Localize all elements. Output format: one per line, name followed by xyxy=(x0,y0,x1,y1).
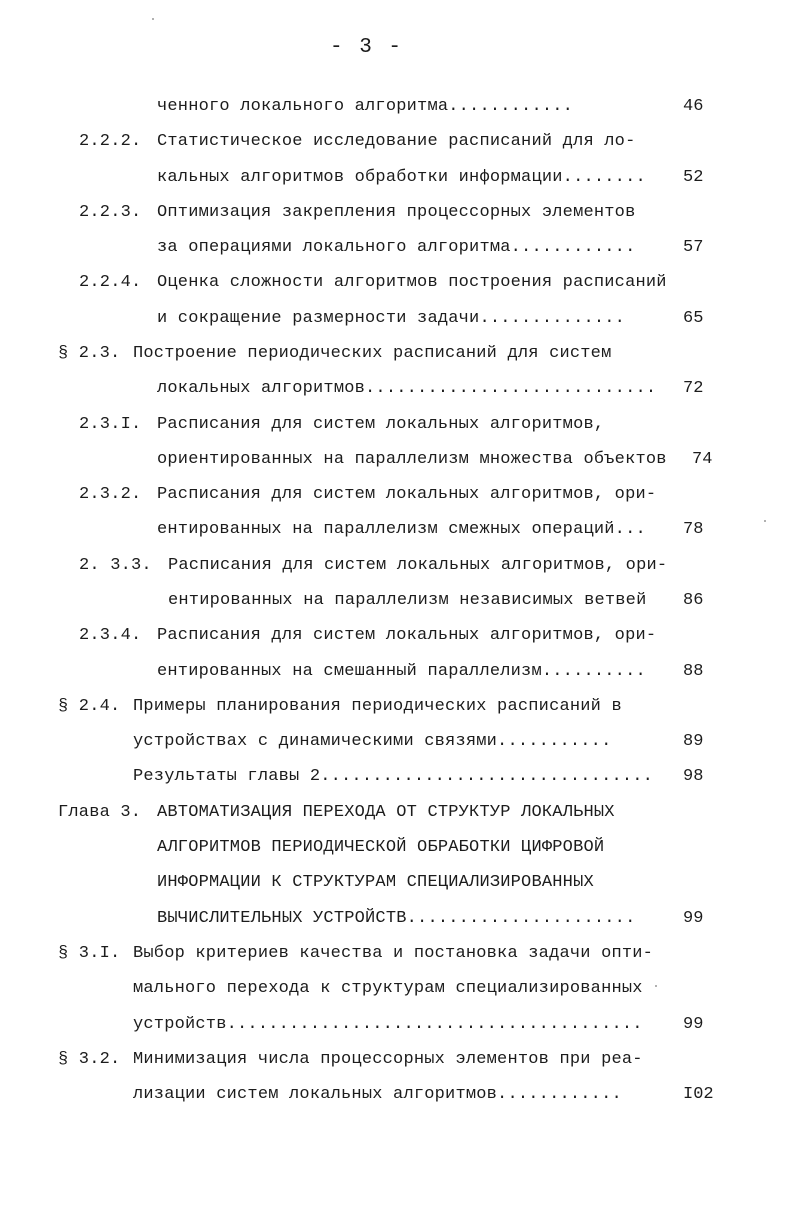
toc-line: мального перехода к структурам специализированных xyxy=(133,979,643,998)
toc-line: кальных алгоритмов обработки информации........ xyxy=(157,168,646,187)
toc-section-number: 2.2.3. xyxy=(79,203,142,222)
toc-line: АВТОМАТИЗАЦИЯ ПЕРЕХОДА ОТ СТРУКТУР ЛОКАЛЬНЫХ xyxy=(157,803,615,822)
toc-section-number: § 2.3. xyxy=(58,344,121,363)
toc-page-number: 98 xyxy=(683,767,704,786)
toc-page-number: 99 xyxy=(683,1015,704,1034)
toc-section-number: 2.3.4. xyxy=(79,626,142,645)
toc-line: и сокращение размерности задачи.............. xyxy=(157,309,626,328)
toc-section-number: 2.3.2. xyxy=(79,485,142,504)
toc-line: Статистическое исследование расписаний для ло- xyxy=(157,132,636,151)
toc-line: Выбор критериев качества и постановка задачи опти- xyxy=(133,944,654,963)
toc-line: Результаты главы 2................................ xyxy=(133,767,654,786)
scan-speck xyxy=(152,18,154,20)
toc-line: устройствах с динамическими связями........... xyxy=(133,732,612,751)
toc-line: лизации систем локальных алгоритмов............ xyxy=(133,1085,622,1104)
toc-line: ориентированных на параллелизм множества объектов xyxy=(157,450,667,469)
toc-line: ИНФОРМАЦИИ К СТРУКТУРАМ СПЕЦИАЛИЗИРОВАННЫХ xyxy=(157,873,594,892)
toc-line: Расписания для систем локальных алгоритмов, ори- xyxy=(157,626,657,645)
toc-line: Расписания для систем локальных алгоритмов, ори- xyxy=(157,485,657,504)
toc-line: Минимизация числа процессорных элементов при реа- xyxy=(133,1050,643,1069)
toc-page-number: 86 xyxy=(683,591,704,610)
scan-speck xyxy=(655,985,657,987)
toc-line: Примеры планирования периодических расписаний в xyxy=(133,697,622,716)
toc-chapter-label: Глава 3. xyxy=(58,803,142,822)
toc-page-number: 46 xyxy=(683,97,704,116)
toc-page-number: 52 xyxy=(683,168,704,187)
toc-line: Расписания для систем локальных алгоритмов, xyxy=(157,415,605,434)
toc-page-number: 88 xyxy=(683,662,704,681)
toc-section-number: § 3.2. xyxy=(58,1050,121,1069)
scan-speck xyxy=(764,520,766,522)
toc-line: Расписания для систем локальных алгоритмов, ори- xyxy=(168,556,668,575)
toc-line: устройств........................................ xyxy=(133,1015,643,1034)
toc-section-number: § 3.I. xyxy=(58,944,121,963)
toc-line: за операциями локального алгоритма............ xyxy=(157,238,636,257)
toc-page-number: I02 xyxy=(683,1085,714,1104)
toc-line: Построение периодических расписаний для систем xyxy=(133,344,612,363)
toc-line: АЛГОРИТМОВ ПЕРИОДИЧЕСКОЙ ОБРАБОТКИ ЦИФРОВОЙ xyxy=(157,838,605,857)
toc-section-number: 2.2.4. xyxy=(79,273,142,292)
page-number: - 3 - xyxy=(330,36,404,59)
toc-line: ентированных на параллелизм смежных операций... xyxy=(157,520,646,539)
toc-line: ентированных на параллелизм независимых ветвей xyxy=(168,591,647,610)
toc-section-number: 2. 3.3. xyxy=(79,556,152,575)
toc-line: локальных алгоритмов............................ xyxy=(157,379,657,398)
toc-section-number: 2.3.I. xyxy=(79,415,142,434)
toc-page-number: 78 xyxy=(683,520,704,539)
toc-line: Оптимизация закрепления процессорных элементов xyxy=(157,203,636,222)
toc-section-number: 2.2.2. xyxy=(79,132,142,151)
toc-page-number: 57 xyxy=(683,238,704,257)
toc-page-number: 72 xyxy=(683,379,704,398)
toc-page-number: 65 xyxy=(683,309,704,328)
toc-section-number: § 2.4. xyxy=(58,697,121,716)
toc-page-number: 89 xyxy=(683,732,704,751)
toc-line: ченного локального алгоритма............ xyxy=(157,97,574,116)
toc-line: Оценка сложности алгоритмов построения расписаний xyxy=(157,273,667,292)
toc-page-number: 74 xyxy=(692,450,713,469)
toc-line: ВЫЧИСЛИТЕЛЬНЫХ УСТРОЙСТВ...................... xyxy=(157,909,636,928)
toc-page-number: 99 xyxy=(683,909,704,928)
toc-line: ентированных на смешанный параллелизм.......... xyxy=(157,662,646,681)
